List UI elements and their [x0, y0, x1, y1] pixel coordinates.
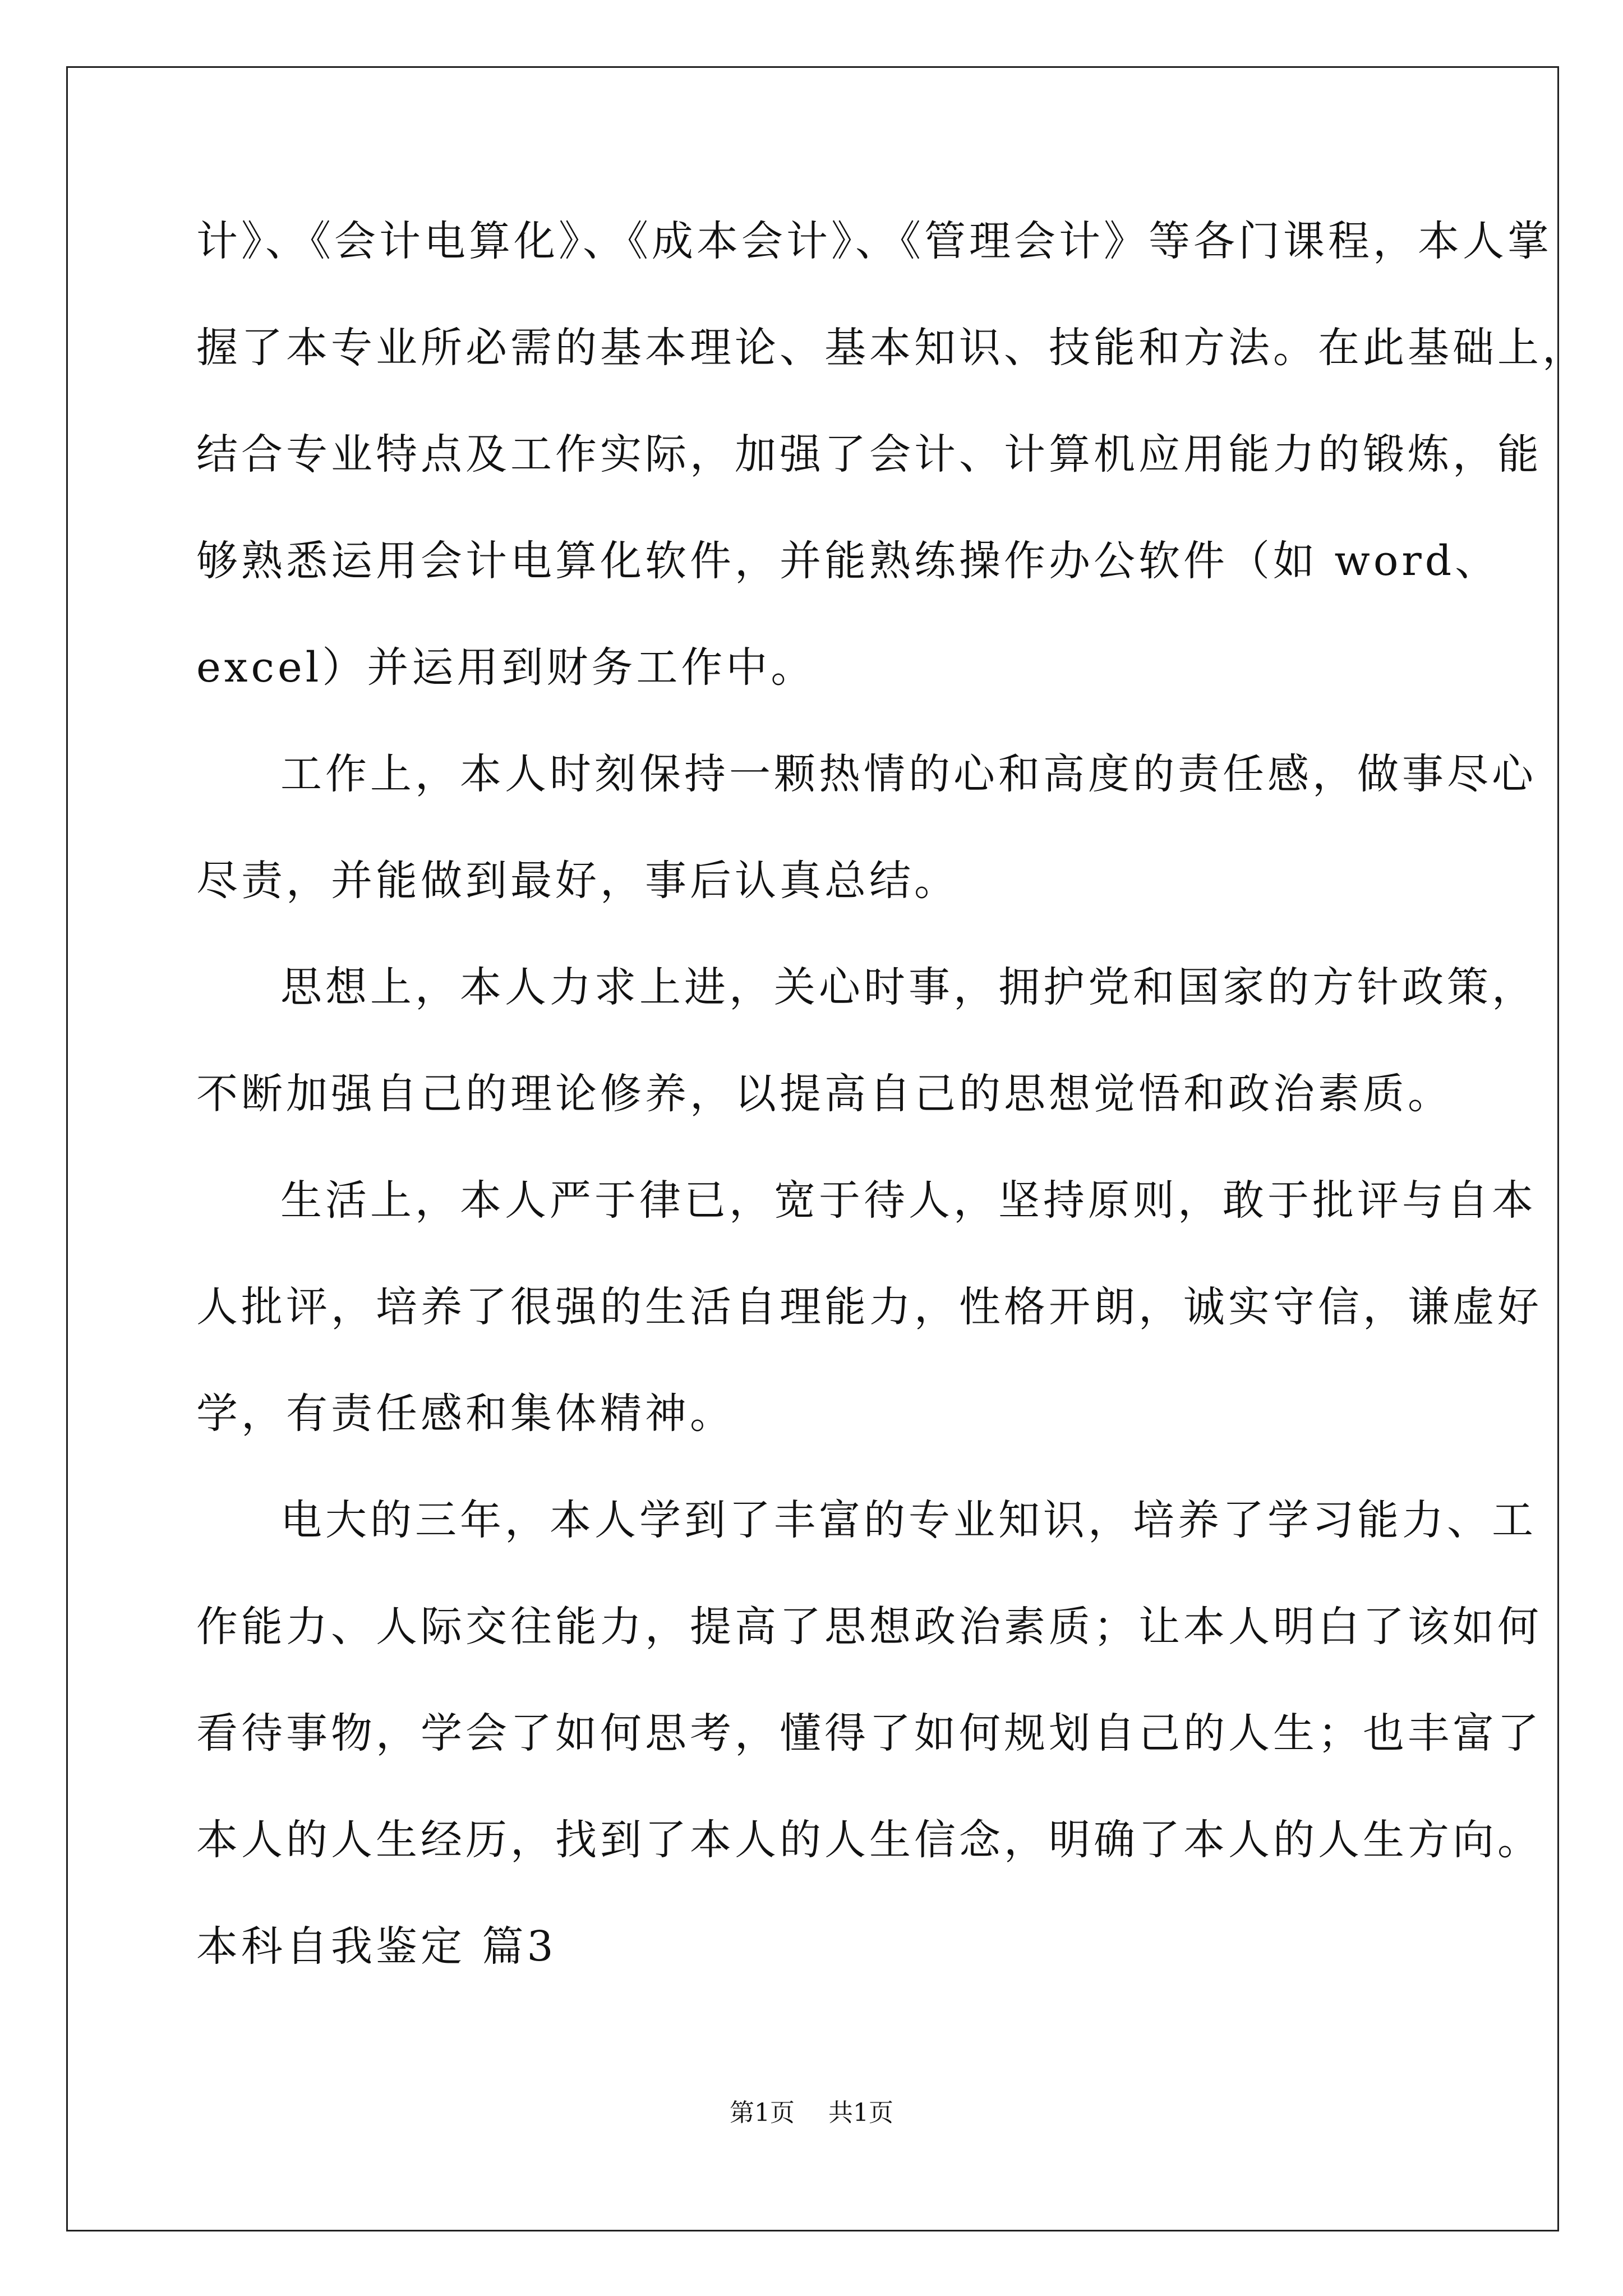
document-body [196, 208, 1587, 2019]
paragraph-first-line: 思想上，本人力求上进，关心时事，拥护党和国家的方针政策， [280, 963, 1537, 1011]
paragraph-first-line: 工作上，本人时刻保持一颗热情的心和高度的责任感，做事尽心 [280, 750, 1537, 798]
text-line: excel）并运用到财务工作中。 [196, 643, 816, 692]
text-line: 握了本专业所必需的基本理论、基本知识、技能和方法。在此基础上， [196, 324, 1587, 372]
text-line: 结合专业特点及工作实际，加强了会计、计算机应用能力的锻炼，能 [196, 430, 1542, 478]
text-line: 尽责，并能做到最好，事后认真总结。 [196, 857, 959, 905]
text-line: 不断加强自己的理论修养，以提高自己的思想觉悟和政治素质。 [196, 1070, 1453, 1118]
page-number: 第1页 [730, 2099, 795, 2127]
text-line: 本人的人生经历，找到了本人的人生信念，明确了本人的人生方向。 [196, 1816, 1542, 1864]
text-line: 够熟悉运用会计电算化软件，并能熟练操作办公软件（如 word、 [196, 537, 1500, 585]
paragraph-first-line: 生活上，本人严于律已，宽于待人，坚持原则，敢于批评与自本 [280, 1176, 1537, 1225]
text-line: 计》、《会计电算化》、《成本会计》、《管理会计》等各门课程，本人掌 [196, 217, 1552, 265]
paragraph-first-line: 电大的三年，本人学到了丰富的专业知识，培养了学习能力、工 [280, 1496, 1537, 1544]
text-line: 作能力、人际交往能力，提高了思想政治素质；让本人明白了该如何 [196, 1603, 1542, 1651]
section-heading: 本科自我鉴定 篇3 [196, 1922, 557, 1971]
page-total: 共1页 [828, 2099, 893, 2127]
text-line: 看待事物，学会了如何思考，懂得了如何规划自己的人生；也丰富了 [196, 1709, 1542, 1757]
text-line: 学，有责任感和集体精神。 [196, 1389, 735, 1438]
page-footer [0, 2092, 1623, 2128]
text-line: 人批评，培养了很强的生活自理能力，性格开朗，诚实守信，谦虚好 [196, 1283, 1542, 1331]
